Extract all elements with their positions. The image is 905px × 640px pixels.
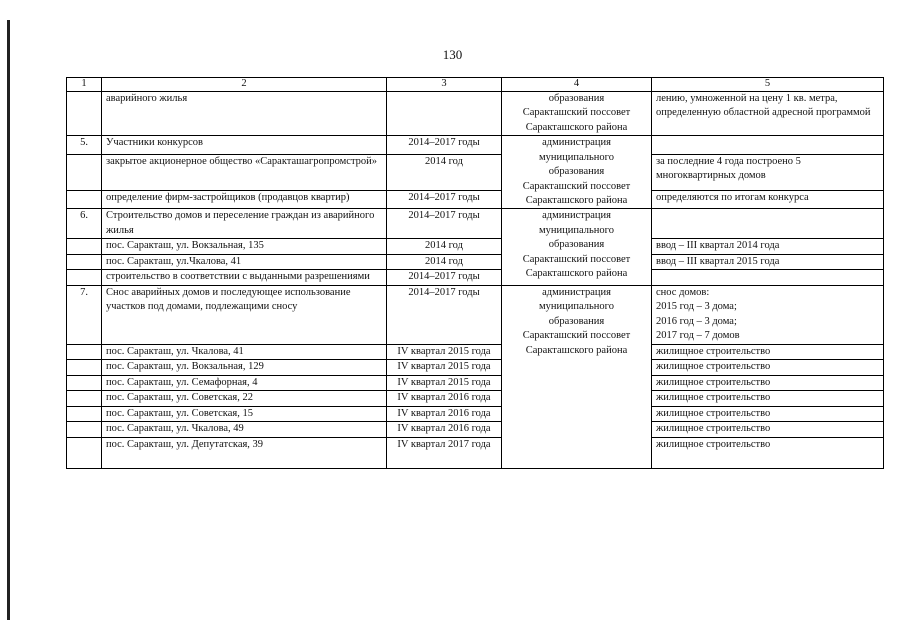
table-row xyxy=(67,91,884,135)
header-cell: 4 xyxy=(502,78,652,92)
note-cell xyxy=(652,270,884,285)
row-number xyxy=(67,239,102,254)
period-cell: 2014–2017 годы xyxy=(387,285,502,344)
measure-cell: пос. Саракташ, ул. Чкалова, 49 xyxy=(102,422,387,437)
demolition-line: снос домов: xyxy=(656,286,710,298)
note-cell: жилищное строительство xyxy=(652,360,884,375)
measure-cell: пос. Саракташ, ул.Чкалова, 41 xyxy=(102,254,387,269)
note-cell: жилищное строительство xyxy=(652,437,884,468)
period-cell: IV квартал 2015 года xyxy=(387,344,502,359)
row-number xyxy=(67,422,102,437)
executor-line: Саракташский поссовет xyxy=(522,253,631,265)
table-row xyxy=(67,344,884,359)
period-cell xyxy=(387,91,502,135)
executor-line: образования xyxy=(548,239,605,251)
note-cell: за последние 4 года построено 5 многоквартирных домов xyxy=(652,154,884,190)
table-row xyxy=(67,285,884,344)
note-cell xyxy=(652,285,884,344)
measure-cell: строительство в соответствии с выданными разрешениями xyxy=(102,270,387,285)
row-number xyxy=(67,391,102,406)
executor-line: муниципального xyxy=(539,151,614,163)
period-cell: IV квартал 2016 года xyxy=(387,406,502,421)
note-cell: ввод – III квартал 2014 года xyxy=(652,239,884,254)
table-row xyxy=(67,422,884,437)
row-number: 7. xyxy=(67,285,102,344)
header-cell: 2 xyxy=(102,78,387,92)
row-number xyxy=(67,437,102,468)
measure-cell: пос. Саракташ, ул. Чкалова, 41 xyxy=(102,344,387,359)
executor-line: Саракташского района xyxy=(525,121,628,133)
table-row xyxy=(67,406,884,421)
note-cell xyxy=(652,136,884,155)
executor-cell xyxy=(502,136,652,209)
row-number xyxy=(67,254,102,269)
demolition-line: 2017 год – 7 домов xyxy=(656,330,740,342)
period-cell: IV квартал 2015 года xyxy=(387,360,502,375)
period-cell: IV квартал 2016 года xyxy=(387,391,502,406)
measure-cell: пос. Саракташ, ул. Вокзальная, 129 xyxy=(102,360,387,375)
table-row xyxy=(67,360,884,375)
period-cell: 2014–2017 годы xyxy=(387,136,502,155)
table-row xyxy=(67,437,884,468)
note-cell: определяются по итогам конкурса xyxy=(652,190,884,209)
measure-cell: пос. Саракташ, ул. Депутатская, 39 xyxy=(102,437,387,468)
period-cell: 2014–2017 годы xyxy=(387,190,502,209)
executor-line: администрация xyxy=(542,210,611,222)
table-row xyxy=(67,375,884,390)
executor-line: администрация xyxy=(542,286,611,298)
measure-cell: пос. Саракташ, ул. Вокзальная, 135 xyxy=(102,239,387,254)
measure-cell: Снос аварийных домов и последующее использование участков под домами, подлежащими сносу xyxy=(102,285,387,344)
measure-cell: аварийного жилья xyxy=(102,91,387,135)
measure-cell: пос. Саракташ, ул. Советская, 22 xyxy=(102,391,387,406)
demolition-line: 2015 год – 3 дома; xyxy=(656,301,737,313)
measure-cell: Участники конкурсов xyxy=(102,136,387,155)
row-number xyxy=(67,154,102,190)
period-cell: IV квартал 2017 года xyxy=(387,437,502,468)
header-cell: 3 xyxy=(387,78,502,92)
row-number xyxy=(67,270,102,285)
table-row xyxy=(67,239,884,254)
executor-line: образования xyxy=(548,92,605,104)
table-row xyxy=(67,190,884,209)
row-number xyxy=(67,375,102,390)
executor-line: Саракташский поссовет xyxy=(522,107,631,119)
note-cell: жилищное строительство xyxy=(652,422,884,437)
note-cell: жилищное строительство xyxy=(652,375,884,390)
executor-line: администрация xyxy=(542,137,611,149)
table-row xyxy=(67,209,884,239)
header-cell: 1 xyxy=(67,78,102,92)
note-cell: ввод – III квартал 2015 года xyxy=(652,254,884,269)
program-table xyxy=(66,77,884,469)
executor-cell xyxy=(502,285,652,468)
executor-line: муниципального xyxy=(539,224,614,236)
measure-cell: пос. Саракташ, ул. Семафорная, 4 xyxy=(102,375,387,390)
measure-cell: Строительство домов и переселение граждан из аварийного жилья xyxy=(102,209,387,239)
executor-line: Саракташского района xyxy=(525,194,628,206)
row-number: 5. xyxy=(67,136,102,155)
period-cell: 2014 год xyxy=(387,239,502,254)
period-cell: 2014–2017 годы xyxy=(387,209,502,239)
note-cell: жилищное строительство xyxy=(652,406,884,421)
measure-cell: определение фирм-застройщиков (продавцов квартир) xyxy=(102,190,387,209)
table-row xyxy=(67,270,884,285)
note-cell: лению, умноженной на цену 1 кв. метра, определенную областной адресной программой xyxy=(652,91,884,135)
executor-line: Саракташский поссовет xyxy=(522,330,631,342)
page-number: 130 xyxy=(442,47,463,62)
header-row xyxy=(67,78,884,92)
note-cell xyxy=(652,209,884,239)
row-number xyxy=(67,406,102,421)
header-cell: 5 xyxy=(652,78,884,92)
period-cell: 2014–2017 годы xyxy=(387,270,502,285)
executor-cell xyxy=(502,209,652,285)
row-number xyxy=(67,344,102,359)
row-number: 6. xyxy=(67,209,102,239)
note-cell: жилищное строительство xyxy=(652,344,884,359)
executor-line: образования xyxy=(548,315,605,327)
period-cell: IV квартал 2016 года xyxy=(387,422,502,437)
table-row xyxy=(67,391,884,406)
executor-cell xyxy=(502,91,652,135)
table-row xyxy=(67,254,884,269)
period-cell: 2014 год xyxy=(387,154,502,190)
row-number xyxy=(67,190,102,209)
demolition-line: 2016 год – 3 дома; xyxy=(656,315,737,327)
executor-line: образования xyxy=(548,166,605,178)
executor-line: Саракташского района xyxy=(525,344,628,356)
executor-line: Саракташский поссовет xyxy=(522,180,631,192)
note-cell: жилищное строительство xyxy=(652,391,884,406)
table-row xyxy=(67,136,884,155)
measure-cell: закрытое акционерное общество «Саракташагропромстрой» xyxy=(102,154,387,190)
executor-line: Саракташского района xyxy=(525,268,628,280)
measure-cell: пос. Саракташ, ул. Советская, 15 xyxy=(102,406,387,421)
executor-line: муниципального xyxy=(539,301,614,313)
period-cell: IV квартал 2015 года xyxy=(387,375,502,390)
row-number xyxy=(67,91,102,135)
left-margin-bar xyxy=(7,20,10,620)
table-row xyxy=(67,154,884,190)
period-cell: 2014 год xyxy=(387,254,502,269)
row-number xyxy=(67,360,102,375)
